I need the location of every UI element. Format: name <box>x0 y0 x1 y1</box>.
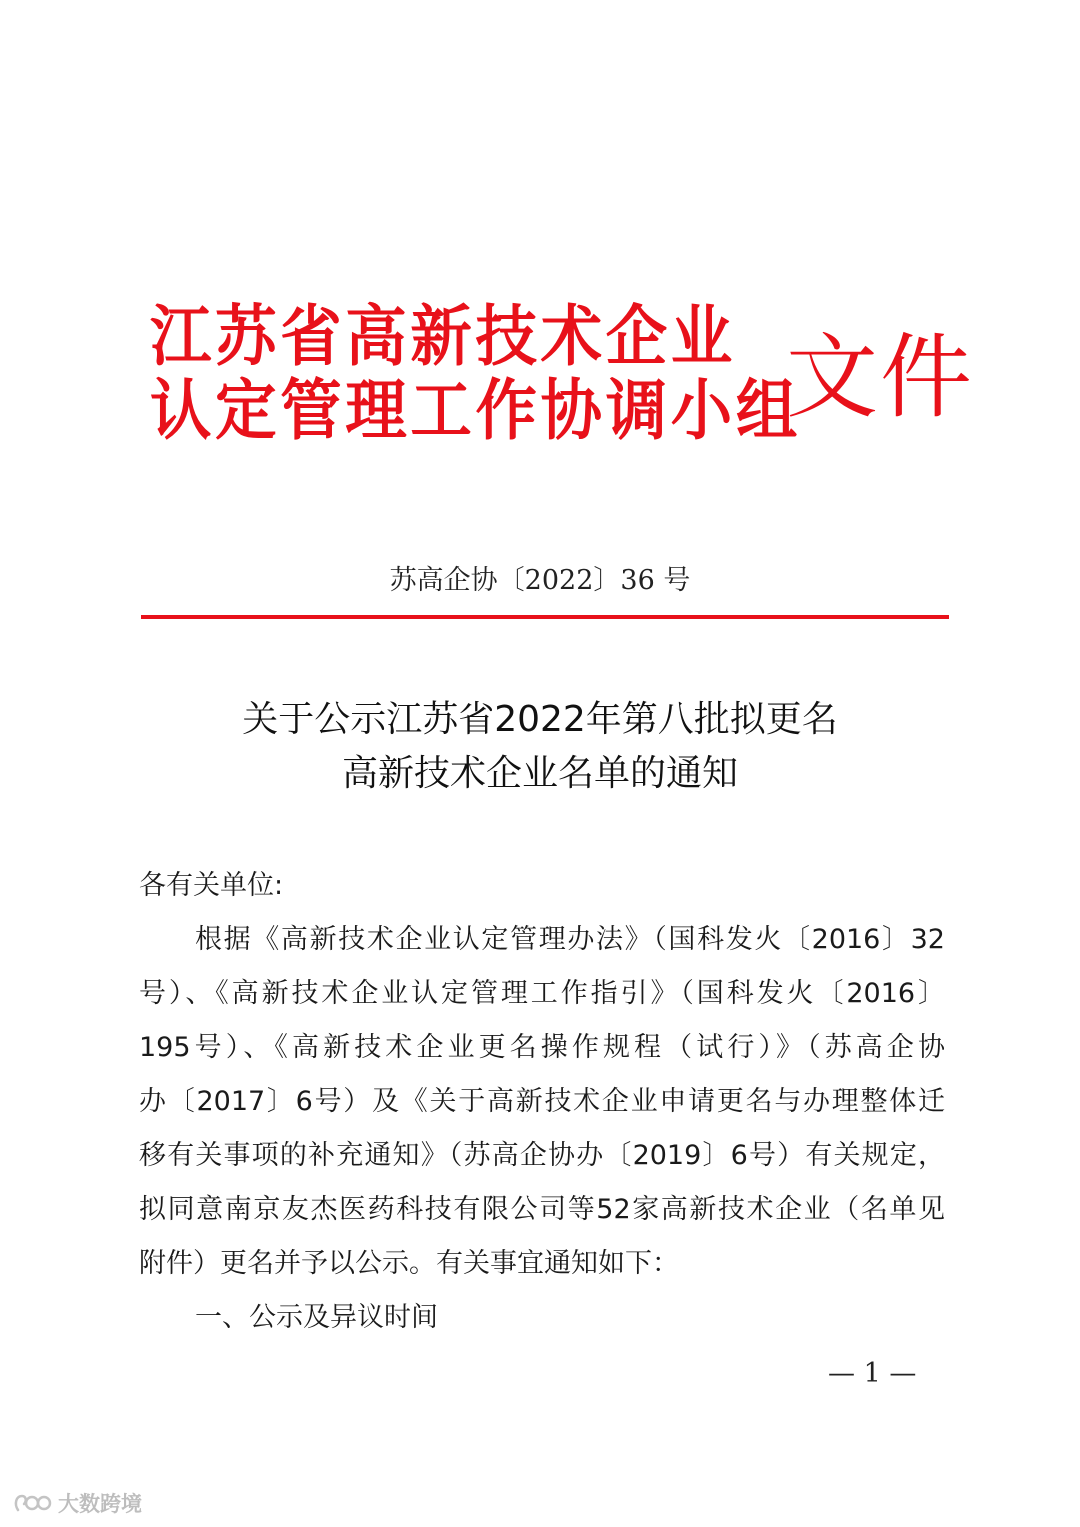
page-number: — 1 — <box>828 1358 917 1389</box>
document-body <box>139 858 945 1345</box>
watermark <box>12 1490 142 1516</box>
paragraph-line: 拟同意南京友杰医药科技有限公司等52家高新技术企业（名单见 <box>139 1194 945 1225</box>
organization-line-2: 认定管理工作协调小组 <box>150 372 801 449</box>
title-line-1: 关于公示江苏省2022年第八批拟更名 <box>242 699 838 740</box>
section-heading: 一、公示及异议时间 <box>195 1302 438 1333</box>
document-number: 苏高企协〔2022〕36 号 <box>389 565 691 596</box>
document-title <box>0 693 1080 801</box>
watermark-text: 大数跨境 <box>58 1492 142 1516</box>
paragraph-line: 移有关事项的补充通知》（苏高企协办〔2019〕6号）有关规定， <box>139 1140 945 1171</box>
letterhead <box>150 298 975 460</box>
title-line-2: 高新技术企业名单的通知 <box>341 753 738 794</box>
red-divider <box>141 615 949 619</box>
paragraph-line: 附件）更名并予以公示。有关事宜通知如下： <box>139 1248 679 1279</box>
document-label: 文件 <box>786 324 975 431</box>
paragraph-line: 根据《高新技术企业认定管理办法》（国科发火〔2016〕32 <box>195 924 945 955</box>
paragraph-line: 195号）、《高新技术企业更名操作规程（试行）》（苏高企协 <box>139 1032 945 1063</box>
paragraph-line: 号）、《高新技术企业认定管理工作指引》（国科发火〔2016〕 <box>139 978 945 1009</box>
brand-logo-icon <box>12 1492 52 1514</box>
organization-line-1: 江苏省高新技术企业 <box>150 298 736 375</box>
salutation: 各有关单位: <box>139 870 284 901</box>
issuing-organization <box>150 298 801 449</box>
paragraph-line: 办〔2017〕6号）及《关于高新技术企业申请更名与办理整体迁 <box>139 1086 945 1117</box>
